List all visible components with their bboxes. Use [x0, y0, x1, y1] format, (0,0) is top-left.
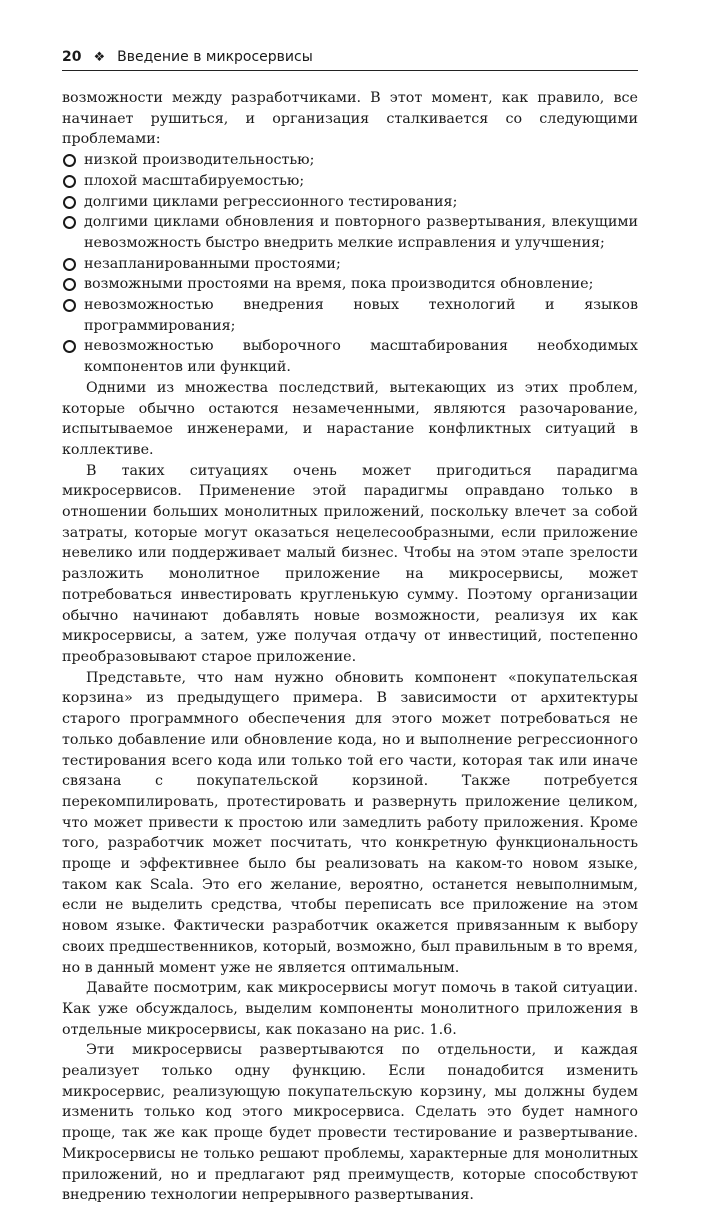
body-paragraph: В таких ситуациях очень может пригодиться парадигма микросервисов. Применение этой парадигмы оправдано только в отношении больших монолитных приложений, поскольку влечет за собой затраты, которые могут оказаться нецелесообразными, если приложение невелико или поддерживает малый бизнес. Чтобы на этом этапе зрелости разложить монолитное приложение на микросервисы, может потребоваться инвестировать кругленькую сумму. Поэтому организации обычно начинают добавлять новые возможности, реализуя их как микросервисы, а затем, уже получая отдачу от инвестиций, постепенно преобразовывают старое приложение.: [62, 462, 638, 665]
list-item: [62, 336, 638, 377]
list-item: [62, 295, 638, 336]
list-item-text: незапланированными простоями;: [84, 255, 341, 272]
bullet-circle-icon: [63, 175, 76, 188]
bullet-circle-icon: [63, 216, 76, 229]
chapter-title: Введение в микросервисы: [117, 49, 313, 65]
bullet-circle-icon: [63, 258, 76, 271]
list-item: [62, 274, 638, 295]
bullet-circle-icon: [63, 340, 76, 353]
running-header: [62, 46, 638, 68]
list-item: [62, 212, 638, 253]
body-paragraph: Одними из множества последствий, вытекающих из этих проблем, которые обычно остаются незамеченными, являются разочарование, испытываемое инженерами, и нарастание конфликтных ситуаций в коллективе.: [62, 379, 638, 458]
bullet-circle-icon: [63, 299, 76, 312]
intro-paragraph: возможности между разработчиками. В этот момент, как правило, все начинает рушиться, и организация сталкивается со следующими проблемами:: [62, 90, 638, 148]
list-item: [62, 192, 638, 213]
list-item: [62, 254, 638, 275]
list-item-text: долгими циклами регрессионного тестирования;: [84, 193, 458, 210]
page-number: 20: [62, 49, 82, 65]
bullet-circle-icon: [63, 196, 76, 209]
list-item-text: плохой масштабируемостью;: [84, 172, 305, 189]
list-item: [62, 171, 638, 192]
problem-list: [62, 150, 638, 378]
list-item-text: долгими циклами обновления и повторного развертывания, влекущими невозможность быстро внедрить мелкие исправления и улучшения;: [84, 214, 638, 251]
list-item-text: низкой производительностью;: [84, 152, 315, 169]
list-item-text: невозможностью внедрения новых технологий и языков программирования;: [84, 297, 638, 334]
bullet-circle-icon: [63, 278, 76, 291]
list-item: [62, 150, 638, 171]
list-item-text: невозможностью выборочного масштабирования необходимых компонентов или функций.: [84, 338, 638, 376]
body-paragraph: Представьте, что нам нужно обновить компонент «покупательская корзина» из предыдущего примера. В зависимости от архитектуры старого программного обеспечения для этого может потребоваться не только добавление или обновление кода, но и выполнение регрессионного тестирования всего кода или только той его части, которая так или иначе связана с покупательской корзиной. Также потребуется перекомпилировать, протестировать и развернуть приложение целиком, что может привести к простою или замедлить работу приложения. Кроме того, разработчик может посчитать, что конкретную функциональность проще и эффективнее было бы реализовать на каком-то новом языке, таком как Scala. Это его желание, вероятно, останется невыполнимым, если не выделить средства, чтобы переписать все приложение на этом новом языке. Фактически разработчик окажется привязанным к выбору своих предшественников, который, возможно, был правильным в то время, но в данный момент уже не является оптимальным.: [62, 669, 638, 976]
body-paragraph: Эти микросервисы развертываются по отдельности, и каждая реализует только одну функцию. Если понадобится изменить микросервис, реализующую покупательскую корзину, мы должны будем изменить только код этого микросервиса. Сделать это будет намного проще, так же как проще будет провести тестирование и развертывание. Микросервисы не только решают проблемы, характерные для монолитных приложений, но и предлагают ряд преимуществ, которые способствуют внедрению технологии непрерывного развертывания.: [62, 1042, 638, 1204]
header-rule: [62, 70, 638, 71]
header-ornament-icon: ❖: [93, 49, 106, 65]
body-paragraph: Давайте посмотрим, как микросервисы могут помочь в такой ситуации. Как уже обсуждалось, выделим компоненты монолитного приложения в отдельные микросервисы, как показано на рис. 1.6.: [62, 980, 638, 1038]
page-body: [62, 88, 638, 1206]
list-item-text: возможными простоями на время, пока производится обновление;: [84, 276, 594, 293]
bullet-circle-icon: [63, 154, 76, 167]
